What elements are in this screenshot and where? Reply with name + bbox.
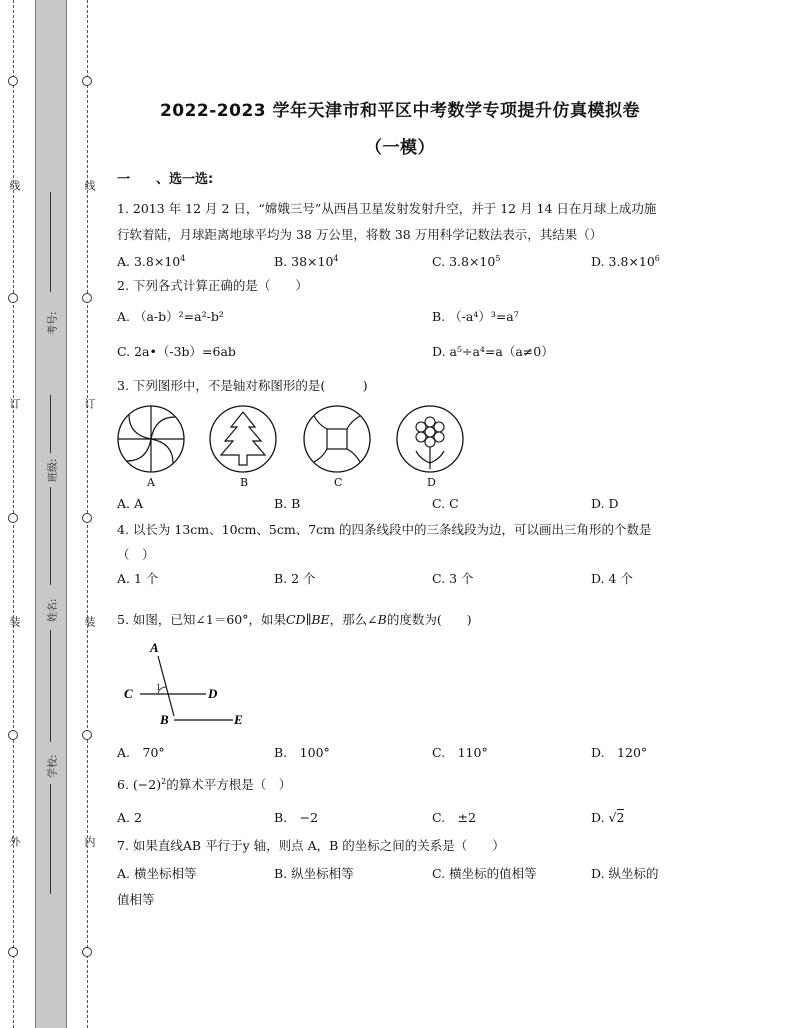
q5-label-b: B bbox=[160, 712, 169, 727]
q7-option-d: D. 纵坐标的 bbox=[591, 866, 659, 881]
inner-char-nei: 内 bbox=[83, 836, 96, 847]
q7-option-d-cont: 值相等 bbox=[117, 892, 155, 907]
q7-option-b: B. 纵坐标相等 bbox=[274, 866, 354, 881]
q5-option-d: D. 120° bbox=[591, 745, 648, 760]
q2-option-b: B. （-a⁴）³=a⁷ bbox=[432, 309, 519, 324]
q5-label-e: E bbox=[234, 712, 243, 727]
q1-stem-line1: 1. 2013 年 12 月 2 日，“嫦娥三号”从西昌卫星发射发射升空，并于 12 月 14 日在月球上成功施 bbox=[117, 201, 657, 216]
binding-hole bbox=[82, 513, 92, 523]
q3-figure-d bbox=[394, 403, 466, 475]
q5-label-a: A bbox=[150, 640, 159, 655]
exam-number-label: 考号: bbox=[48, 311, 59, 335]
q2-option-d: D. a⁵÷a⁴=a（a≠0） bbox=[432, 344, 554, 359]
q6-option-a: A. 2 bbox=[117, 810, 142, 825]
q7-option-a: A. 横坐标相等 bbox=[117, 866, 197, 881]
inner-char-xian: 线 bbox=[83, 180, 96, 191]
q4-option-a: A. 1 个 bbox=[117, 571, 159, 586]
sqrt-icon: √ bbox=[608, 810, 617, 825]
page-title: 2022-2023 学年天津市和平区中考数学专项提升仿真模拟卷 bbox=[159, 101, 641, 121]
q3-option-c: C. C bbox=[432, 496, 459, 511]
q3-fig-label-a: A bbox=[147, 476, 155, 489]
q6-option-d: D. √2 bbox=[591, 810, 625, 825]
q5-option-b: B. 100° bbox=[274, 745, 330, 760]
q3-fig-label-b: B bbox=[240, 476, 249, 489]
inner-char-zhuang: 装 bbox=[83, 616, 96, 627]
q3-figure-a bbox=[115, 403, 187, 475]
binding-hole bbox=[82, 293, 92, 303]
class-label: 班级: bbox=[48, 458, 59, 482]
q5-label-c: C bbox=[124, 686, 133, 701]
q2-option-c: C. 2a•（-3b）=6ab bbox=[117, 344, 236, 359]
binding-hole bbox=[8, 730, 18, 740]
q4-stem-line1: 4. 以长为 13cm、10cm、5cm、7cm 的四条线段中的三条线段为边，可以画出三角形的个数是 bbox=[117, 522, 652, 537]
q5-stem: 5. 如图，已知∠1＝60°，如果CD∥BE，那么∠B的度数为( ) bbox=[117, 612, 472, 627]
q5-option-c: C. 110° bbox=[432, 745, 488, 760]
q2-stem: 2. 下列各式计算正确的是（ ） bbox=[117, 278, 308, 293]
q6-option-c: C. ±2 bbox=[432, 810, 477, 825]
q5-label-angle: 1 bbox=[156, 682, 161, 692]
q2-option-a: A. （a-b）²=a²-b² bbox=[117, 309, 224, 324]
outer-char-xian: 线 bbox=[8, 180, 21, 191]
q1-option-d: D. $3.8\times 10^6$ bbox=[591, 254, 660, 270]
q4-option-b: B. 2 个 bbox=[274, 571, 316, 586]
exam-number-line bbox=[50, 192, 51, 292]
q5-option-a: A. 70° bbox=[117, 745, 165, 760]
q5-figure bbox=[118, 640, 258, 735]
binding-hole bbox=[8, 947, 18, 957]
q3-figure-c bbox=[301, 403, 373, 475]
binding-hole bbox=[8, 513, 18, 523]
binding-hole bbox=[82, 730, 92, 740]
q7-stem: 7. 如果直线AB 平行于y 轴，则点 A，B 的坐标之间的关系是（ ） bbox=[117, 838, 505, 853]
outer-char-zhuang: 装 bbox=[8, 616, 21, 627]
q3-option-d: D. D bbox=[591, 496, 619, 511]
school-line-lower bbox=[50, 784, 51, 894]
q3-option-a: A. A bbox=[117, 496, 144, 511]
q3-figure-b bbox=[207, 403, 279, 475]
q4-stem-line2: （ ） bbox=[117, 547, 155, 562]
q1-option-c: C. $3.8\times 10^5$ bbox=[432, 254, 501, 270]
binding-hole bbox=[82, 947, 92, 957]
q5-label-d: D bbox=[208, 686, 218, 701]
outer-char-ding: 订 bbox=[8, 398, 21, 409]
name-label: 姓名: bbox=[48, 598, 59, 622]
q6-stem: 6. $(-2)^2$的算术平方根是（ ） bbox=[117, 777, 292, 793]
q3-fig-label-c: C bbox=[334, 476, 343, 489]
school-line bbox=[50, 630, 51, 742]
q3-fig-label-d: D bbox=[427, 476, 436, 489]
class-line bbox=[50, 395, 51, 453]
q1-option-a: A. $3.8\times 10^4$ bbox=[117, 254, 186, 270]
q1-stem-line2: 行软着陆，月球距离地球平均为 38 万公里，将数 38 万用科学记数法表示，其结果（） bbox=[117, 227, 603, 242]
binding-gutter bbox=[35, 0, 67, 1028]
q7-option-c: C. 横坐标的值相等 bbox=[432, 866, 537, 881]
school-label: 学校: bbox=[48, 754, 59, 778]
page-subtitle: （一模） bbox=[365, 138, 435, 158]
name-line bbox=[50, 487, 51, 585]
q4-option-c: C. 3 个 bbox=[432, 571, 474, 586]
q3-option-b: B. B bbox=[274, 496, 301, 511]
binding-hole bbox=[82, 76, 92, 86]
q1-option-b: B. $38\times 10^4$ bbox=[274, 254, 339, 270]
q6-option-b: B. −2 bbox=[274, 810, 319, 825]
q4-option-d: D. 4 个 bbox=[591, 571, 633, 586]
binding-hole bbox=[8, 76, 18, 86]
binding-hole bbox=[8, 293, 18, 303]
outer-char-wai: 外 bbox=[8, 836, 21, 847]
q3-stem: 3. 下列图形中，不是轴对称图形的是( ) bbox=[117, 378, 368, 393]
inner-char-ding: 订 bbox=[83, 398, 96, 409]
section-heading: 一 、选一选: bbox=[117, 172, 214, 187]
